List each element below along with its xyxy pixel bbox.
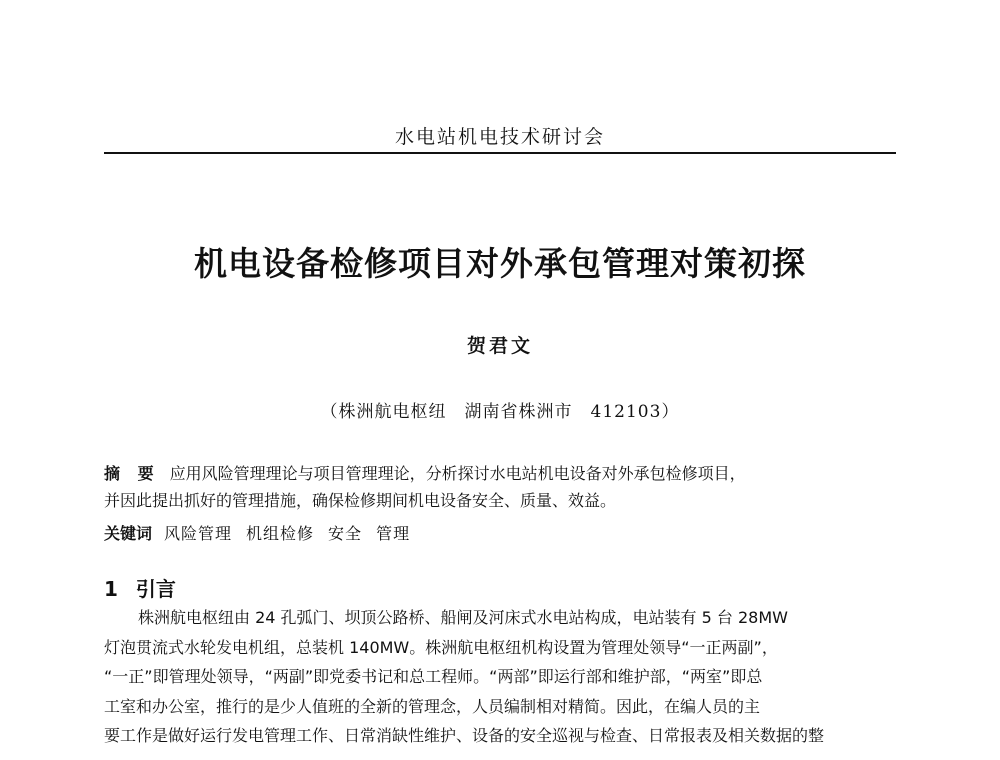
- section-body: [104, 603, 896, 751]
- section-heading: [104, 573, 176, 602]
- keyword: 管理: [376, 524, 411, 543]
- abstract-line: [104, 460, 896, 487]
- keyword: 安全: [328, 524, 363, 543]
- abstract: [104, 460, 896, 514]
- author-affiliation: （株洲航电枢纽 湖南省株洲市 412103）: [320, 402, 680, 422]
- paper-title: 机电设备检修项目对外承包管理对策初探: [194, 244, 806, 283]
- keywords: [104, 520, 896, 547]
- abstract-text: 应用风险管理理论与项目管理理论，分析探讨水电站机电设备对外承包检修项目，: [169, 464, 746, 483]
- keyword: 风险管理: [164, 524, 233, 543]
- body-line: 要工作是做好运行发电管理工作、日常消缺性维护、设备的安全巡视与检查、日常报表及相关数据的整: [104, 726, 825, 745]
- abstract-line: 并因此提出抓好的管理措施，确保检修期间机电设备安全、质量、效益。: [104, 491, 617, 510]
- section-title: 引言: [135, 577, 176, 601]
- keyword: 机组检修: [246, 524, 315, 543]
- body-line: 工室和办公室，推行的是少人值班的全新的管理念，人员编制相对精简。因此，在编人员的主: [104, 696, 761, 716]
- header-rule: [104, 152, 896, 154]
- body-line: “一正”即管理处领导，“两副”即党委书记和总工程师。“两部”即运行部和维护部，“两室”即总: [104, 667, 763, 686]
- keywords-label: 关键词: [104, 524, 153, 543]
- body-line: 灯泡贯流式水轮发电机组，总装机 140MW。株洲航电枢纽机构设置为管理处领导“一正两副”，: [104, 637, 778, 657]
- abstract-label: 摘 要: [104, 464, 160, 483]
- body-line: 株洲航电枢纽由 24 孔弧门、坝顶公路桥、船闸及河床式水电站构成，电站装有 5 台 28MW: [138, 608, 788, 627]
- running-header: 水电站机电技术研讨会: [394, 126, 605, 148]
- author-name: 贺君文: [466, 335, 533, 357]
- section-number: 1: [104, 577, 118, 601]
